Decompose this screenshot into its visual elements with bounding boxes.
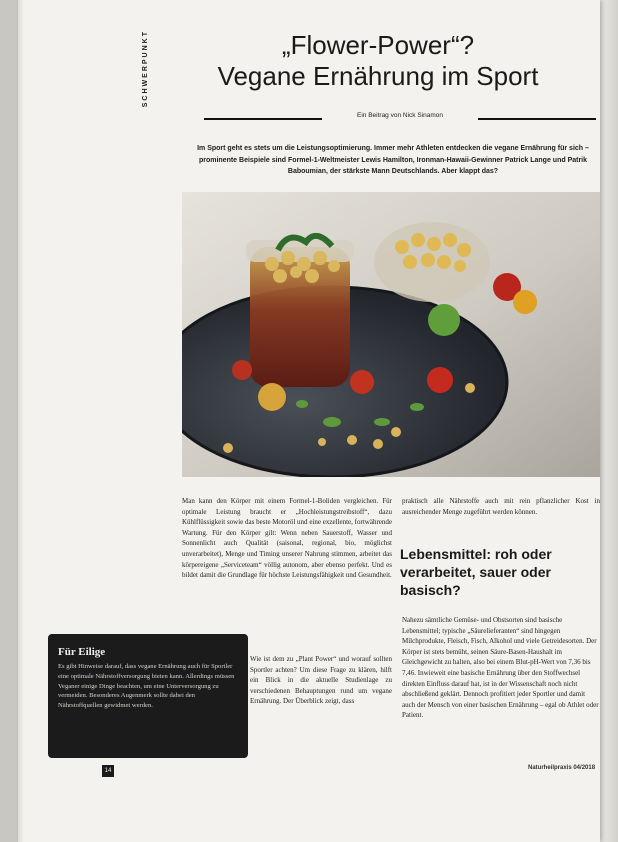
byline-row (204, 112, 596, 124)
section-subheading: Lebensmittel: roh oder verarbeitet, sauer oder basisch? (400, 546, 552, 598)
title-line-1: „Flower-Power“? (281, 30, 475, 60)
lead-paragraph: Im Sport geht es stets um die Leistungsoptimierung. Immer mehr Athleten entdecken die vegane Ernährung für sich – prominente Beispiele sind Formel-1-Weltmeister Lewis Hamilton, Ironman-Hawaii-Gewinner Patrick Lange und Patrik Baboumian, der stärkste Mann Deutschlands. Aber klappt das? (197, 145, 589, 175)
article-title (168, 30, 588, 92)
section-label-text: SCHWERPUNKT (142, 30, 149, 108)
summary-box (48, 634, 248, 758)
footer-publication: Naturheilpraxis 04/2018 (528, 765, 596, 771)
title-line-2: Vegane Ernährung im Sport (217, 61, 539, 91)
section-label (142, 30, 156, 107)
byline: Ein Beitrag von Nick Sinamon (357, 112, 443, 119)
body-column-right-continued: Nahezu sämtliche Gemüse- und Obstsorten sind basische Lebensmittel; typische „Säurelieferanten“ sind hingegen Milchprodukte, Fleisch, Fisch, Alkohol und viele Getreidesorten. Der Körper ist stets bemüht, seinen Säure-Basen-Haushalt im Gleichgewicht zu halten, also bei einem Blut-pH-Wert von 7,36 bis 7,46. Inwieweit eine basische Ernährung über den Stoffwechsel direkten Einfluss darauf hat, ist in der Wissenschaft noch nicht abschließend geklärt. Dennoch profitiert jeder Sportler und damit auch der Mensch von einer basischen Ernährung – egal ob Athlet oder Patient. (402, 616, 599, 720)
body-column-right: praktisch alle Nährstoffe auch mit rein pflanzlicher Kost in ausreichender Menge zugeführt werden können. (402, 497, 600, 516)
byline-rule-right (478, 118, 596, 120)
vegetable-jar-photo (182, 192, 600, 477)
article-photo (182, 192, 600, 477)
magazine-page (18, 0, 600, 842)
summary-box-title: Für Eilige (58, 646, 106, 658)
page-number: 14 (102, 765, 114, 777)
summary-box-text: Es gibt Hinweise darauf, dass vegane Ernährung auch für Sportler eine optimale Nährstoffversorgung bieten kann. Allerdings müssen Veganer einige Dinge beachten, um eine Unterversorgung zu vermeiden. Besonderes Augenmerk sollte dabei den Nährstoffquellen gewidmet werden. (58, 663, 235, 710)
scan-edge (600, 0, 618, 842)
body-column-left-continued: Wie ist dem zu „Plant Power“ und worauf sollten Sportler achten? Um diese Frage zu klären, hilft ein Blick in die aktuelle Studienlage zu verschiedenen Behauptungen rund um vegane Ernährung. Der Überblick zeigt, dass (250, 655, 392, 706)
page-fold-shadow (18, 0, 24, 842)
body-column-left: Man kann den Körper mit einem Formel-1-Boliden vergleichen. Für optimale Leistung braucht er „Hochleistungstreibstoff“, dazu Kühlflüssigkeit sowie das beste Motoröl und eine exzellente, fortwährende Wartung. Für den Körper gilt: Wenn neben Sauerstoff, Wasser und Sonnenlicht auch Qualität (saisonal, regional, bio, möglichst unverarbeitet), Menge und Timing unserer Nahrung stimmen, arbeitet das körpereigene „Serviceteam“ völlig autonom, aber ebenso perfekt. Und es bildet damit die Grundlage für höchste Leistungsfähigkeit und Gesundheit. (182, 497, 392, 580)
